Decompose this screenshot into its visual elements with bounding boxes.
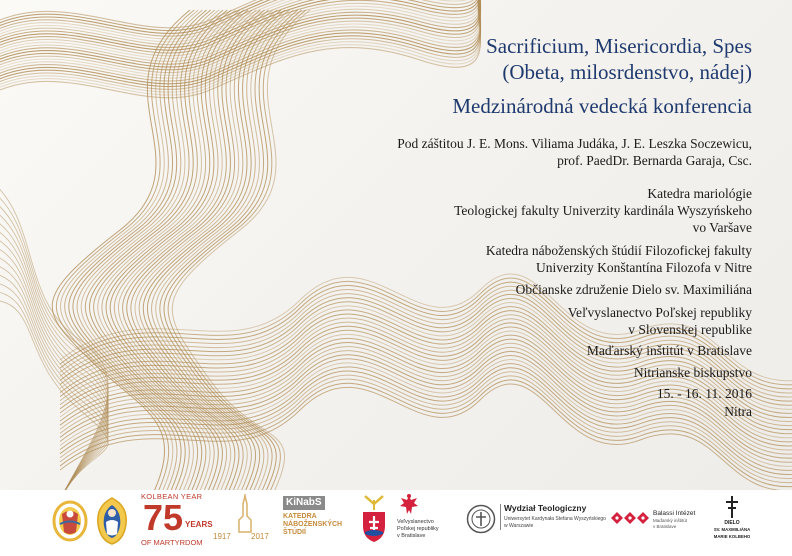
university-seal-icon: [466, 504, 496, 534]
embassy-line-2: Poľskej republiky: [397, 526, 439, 532]
katedra-line-3: ŠTÚDIÍ: [283, 529, 306, 536]
balassi-institute-logo: [611, 508, 707, 538]
organizer-4-line-2: v Slovenskej republike: [628, 322, 752, 337]
jubilee-mercy-logo: [52, 500, 88, 542]
basilica-icon: [233, 494, 257, 534]
title-slovak: (Obeta, milosrdenstvo, nádej): [502, 60, 752, 84]
kinas-badge: KiNabS: [283, 496, 325, 510]
balassi-pattern-icon: [611, 512, 649, 524]
faculty-title: Wydział Teologiczny: [504, 503, 587, 513]
embassy-line-3: v Bratislave: [397, 533, 426, 539]
organizer-3: Občianske združenie Dielo sv. Maximiliána: [515, 282, 752, 297]
balassi-line-3: v Bratislave: [653, 524, 677, 529]
diocese-coat-of-arms-icon: [359, 494, 389, 544]
kinas-logo: [283, 496, 351, 548]
event-place: Nitra: [724, 404, 752, 419]
organizer-6: Nitrianske biskupstvo: [633, 365, 752, 380]
organizer-1-line-2: Teologickej fakulty Univerzity kardinála Wyszyńskeho: [454, 203, 752, 218]
kolbe-bottom-text: OF MARTYRDOM: [141, 538, 203, 547]
faculty-line-1: Uniwersytet Kardynała Stefana Wyszyńskiego: [504, 516, 606, 522]
kolbean-year-logo: [141, 492, 221, 552]
cross-icon: [724, 496, 740, 518]
kolbe-top-text: KOLBEAN YEAR: [141, 492, 203, 501]
balassi-line-1: Balassi Intézet: [653, 510, 696, 517]
kolbe-number: 75: [143, 497, 184, 538]
organizer-1-line-1: Katedra mariológie: [647, 186, 752, 201]
dielo-line-1: DIELO: [724, 520, 740, 526]
patronage-line-1: Pod záštitou J. E. Mons. Viliama Judáka, J. E. Leszka Soczewicu,: [397, 136, 752, 151]
contour-line: [0, 300, 108, 490]
katedra-line-1: KATEDRA: [283, 513, 317, 520]
divider: [500, 504, 501, 530]
contour-line: [0, 291, 108, 490]
dielo-maximiliana-logo: [706, 496, 758, 548]
dielo-line-2: SV. MAXIMILIÁNA: [713, 527, 751, 532]
embassy-line-1: Veľvyslanectvo: [397, 519, 434, 525]
faculty-line-2: w Warszawie: [504, 523, 534, 529]
event-title: Medzinárodná vedecká konferencia: [452, 94, 752, 118]
immaculata-logo: [95, 496, 129, 546]
event-dates: 15. - 16. 11. 2016: [656, 386, 752, 401]
organizer-2-line-1: Katedra náboženských štúdií Filozofickej fakulty: [485, 243, 752, 258]
dielo-line-3: MARIE KOLBEHO: [713, 534, 751, 539]
organizer-2-line-2: Univerzity Konštantína Filozofa v Nitre: [536, 260, 752, 275]
katedra-line-2: NÁBOŽENSKÝCH: [283, 521, 343, 528]
balassi-line-2: Maďarský inštitút: [653, 518, 688, 523]
polish-embassy-logo: [397, 493, 457, 549]
title-latin: Sacrificium, Misericordia, Spes: [486, 34, 752, 58]
centenary-logo: [213, 494, 275, 548]
kolbe-years-text: YEARS: [185, 520, 213, 529]
patronage-line-2: prof. PaedDr. Bernarda Garaja, Csc.: [557, 153, 752, 168]
polish-eagle-icon: [399, 493, 419, 517]
year-end: 2017: [251, 532, 269, 541]
theology-faculty-logo: [466, 502, 606, 542]
organizer-4-line-1: Veľvyslanectvo Poľskej republiky: [567, 305, 752, 320]
year-start: 1917: [213, 532, 231, 541]
partner-logos-strip: [0, 490, 792, 556]
contour-line: [114, 10, 252, 490]
organizer-1-line-3: vo Varšave: [692, 220, 752, 235]
organizer-5: Maďarský inštitút v Bratislave: [586, 343, 752, 358]
